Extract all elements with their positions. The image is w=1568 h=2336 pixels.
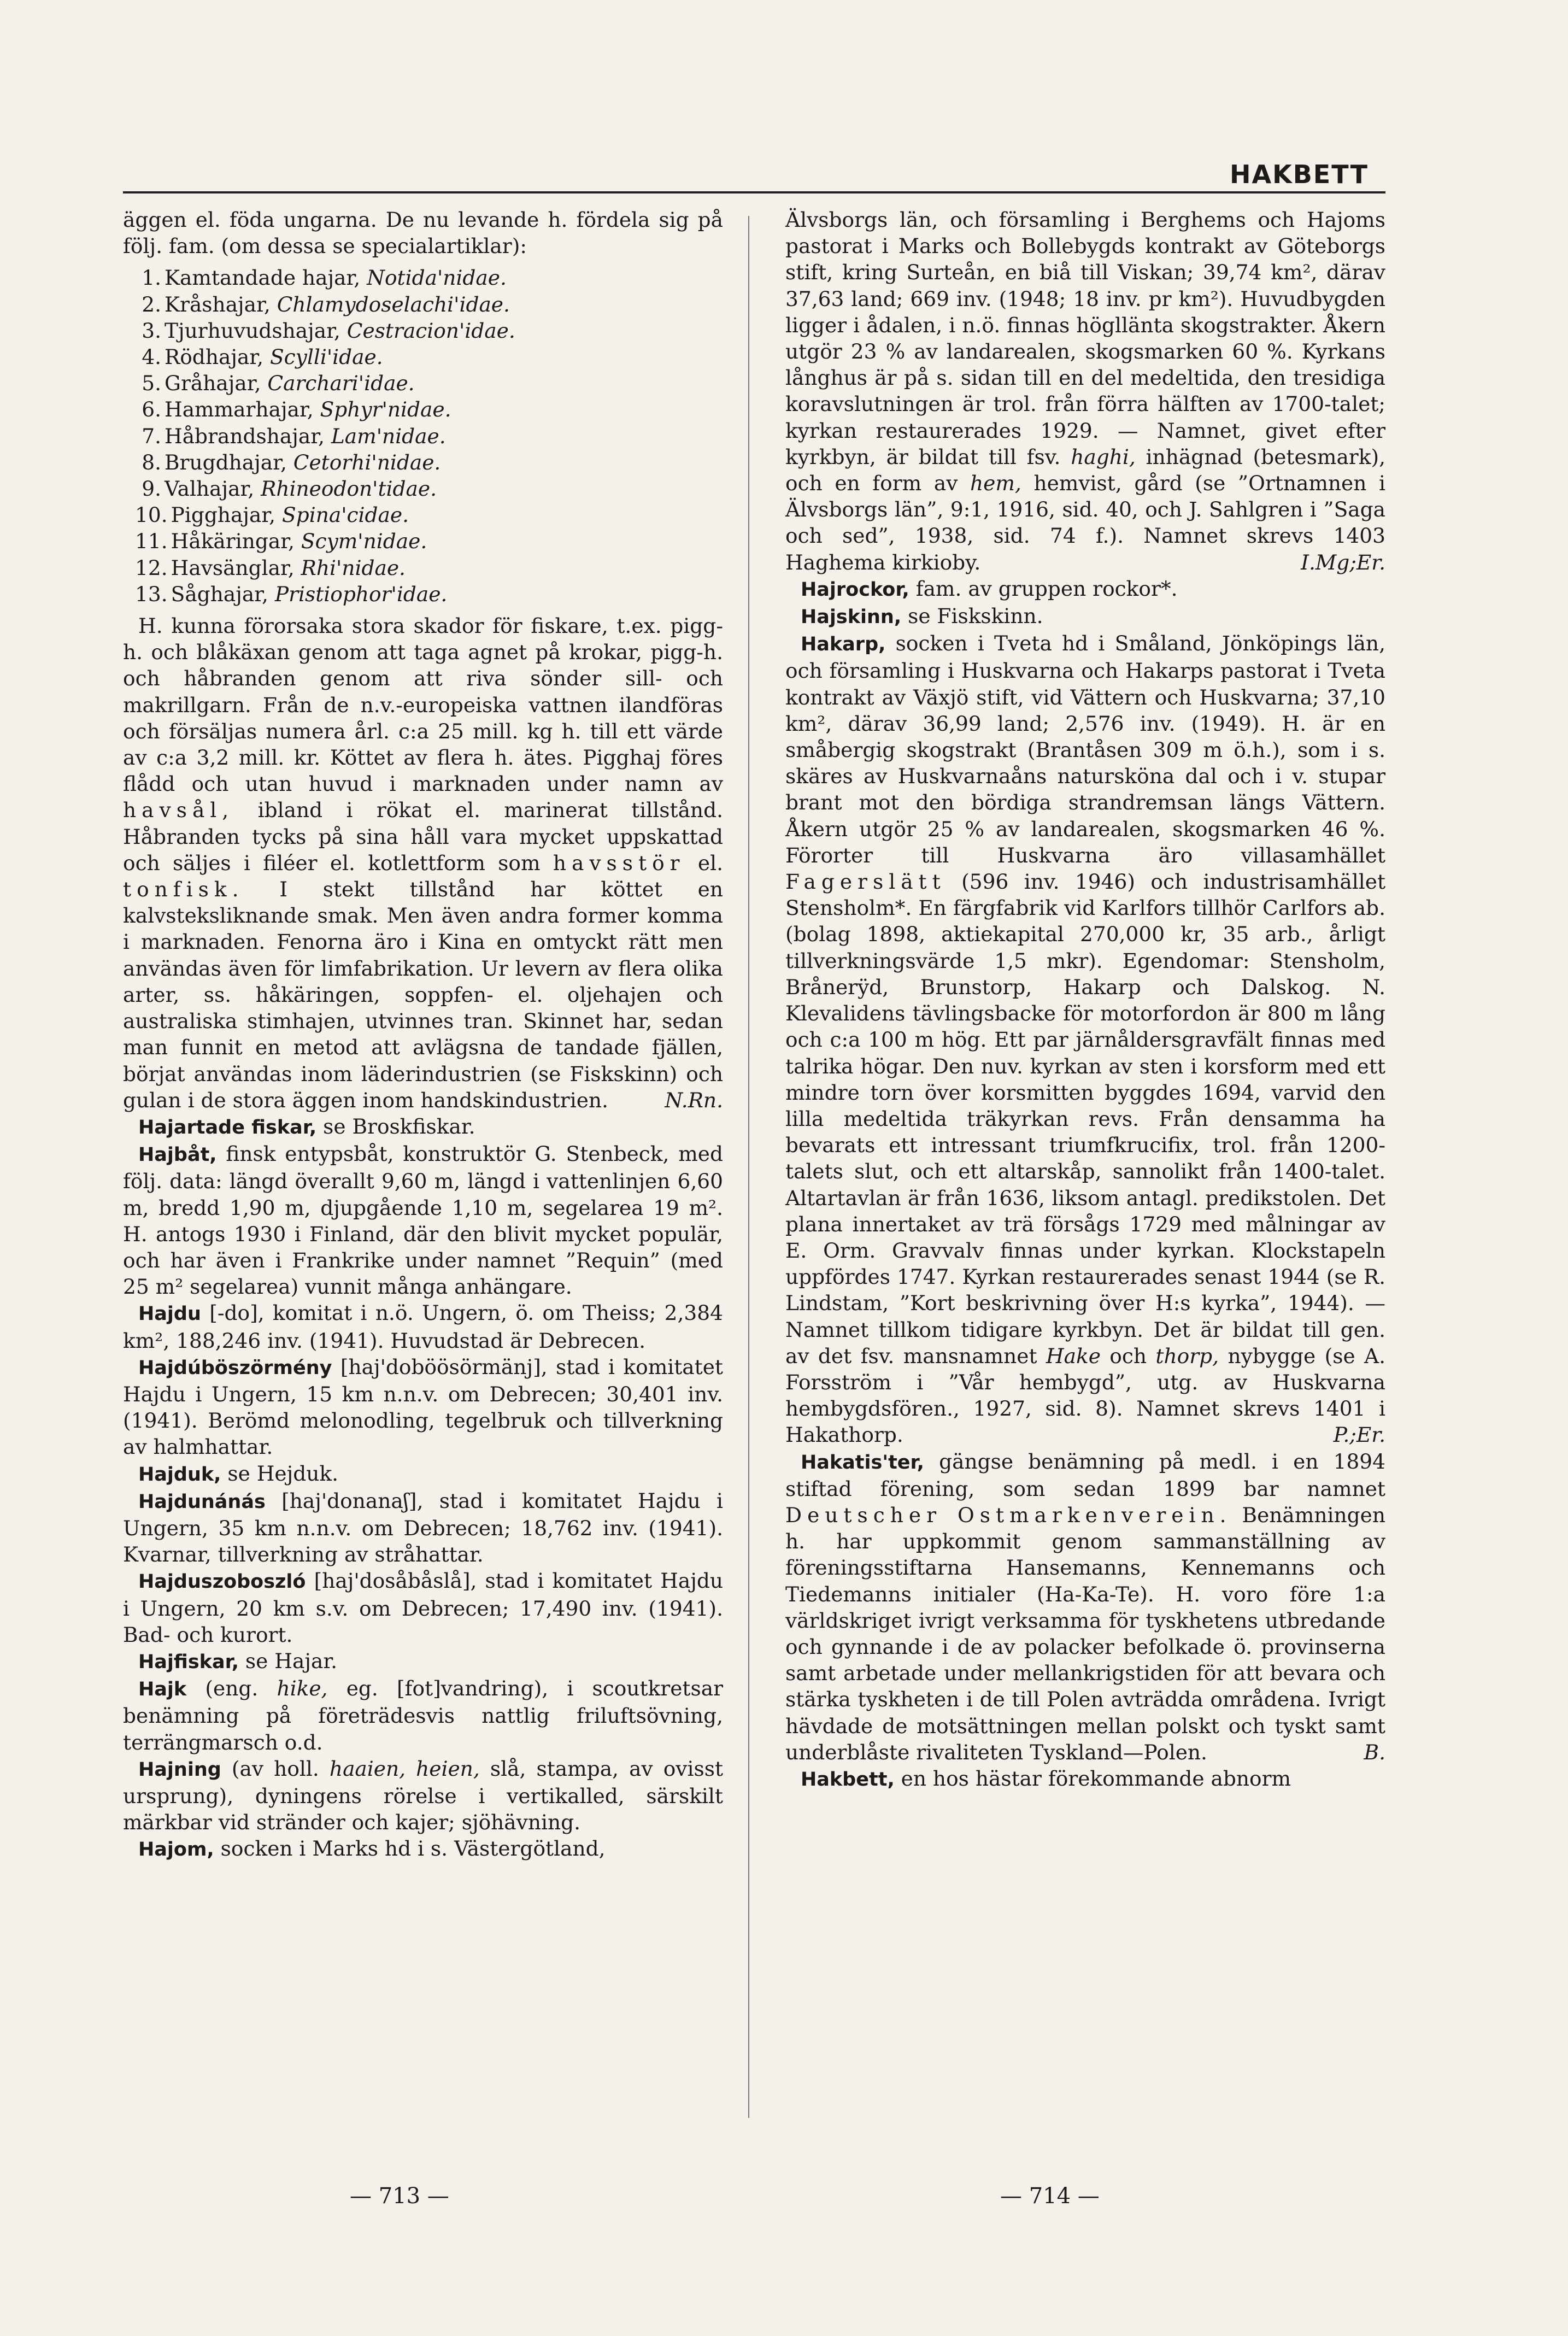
shark-family-item	[123, 581, 723, 607]
entry-text: och	[1109, 1343, 1147, 1368]
entry-hajduszoboszlo	[123, 1568, 723, 1648]
list-number: 3.	[142, 318, 161, 343]
spaced-term: Deutscher Ostmarkenverein.	[785, 1502, 1232, 1527]
spaced-term: havsstör	[553, 850, 685, 875]
entry-hakarp	[785, 630, 1385, 1448]
entry-hajskinn	[785, 603, 1385, 630]
headword: Hajrockor,	[801, 578, 909, 601]
family-latin-name: Spina'cidae.	[282, 503, 409, 527]
headword: Hajning	[138, 1758, 221, 1781]
entry-hajdu	[123, 1300, 723, 1353]
italic-term: haghi,	[1071, 444, 1136, 469]
author-signature: I.Mg;Er.	[1301, 550, 1385, 574]
headword: Hajk	[138, 1678, 187, 1701]
shark-family-item	[123, 423, 723, 449]
headword: Hajdu	[138, 1303, 201, 1325]
family-name: Kråshajar,	[165, 292, 271, 316]
shark-family-item	[123, 318, 723, 344]
entry-hajom	[123, 1835, 723, 1863]
list-number: 9.	[142, 477, 161, 501]
entry-text: (596 inv. 1946) och industrisamhället Stensholm*. En färgfabrik vid Karlfors tillhör Carlfors ab. (bolag 1898, aktiekapital 270,000 kr, 35 arb., årligt tillverkningsvärde 1,5 mkr). Egendomar: Stensholm, Brånerÿd, Brunstorp, Hakarp och Dalskog. N. Klevalidens tävlingsbacke för motorfordon är 800 m lång och c:a 100 m hög. Ett par järnåldersgravfält finnas med talrika högar. Den nuv. kyrkan av sten i korsform med ett mindre torn över korsmitten byggdes 1694, varvid den lilla medeltida träkyrkan revs. Från densamma ha bevarats ett intressant triumfkrucifix, trol. från 1200-talets slut, och ett altarskåp, sannolikt från 1400-talet. Altartavlan är från 1636, liksom antagl. predikstolen. Det plana innertaket av trä försågs 1729 med målningar av E. Orm. Gravvalv finnas under kyrkan. Klockstapeln uppfördes 1747. Kyrkan restaurerades senast 1944 (se R. Lindstam, ”Kort beskrivning över H:s kyrka”, 1944). — Namnet tillkom tidigare kyrkbyn. Det är bildat till gen. av det fsv. mansnamnet	[785, 870, 1386, 1368]
list-number: 10.	[135, 503, 168, 527]
entry-hajning	[123, 1756, 723, 1836]
family-latin-name: Cestracion'idae.	[347, 318, 515, 343]
headword: Hajduk,	[138, 1463, 221, 1486]
entry-text: se Hejduk.	[227, 1461, 339, 1486]
entry-text: inhägnad (betesmark), och en form av	[785, 444, 1386, 496]
entry-text: se Hajar.	[245, 1648, 338, 1673]
list-number: 1.	[142, 266, 161, 290]
entry-text: [-do], komitat i n.ö. Ungern, ö. om Theiss; 2,384 km², 188,246 inv. (1941). Huvudstad är Debrecen.	[123, 1301, 723, 1353]
italic-term: thorp,	[1155, 1343, 1219, 1368]
headword: Hajom,	[138, 1839, 214, 1861]
left-column	[123, 207, 723, 1863]
family-name: Havsänglar,	[171, 555, 295, 580]
list-number: 8.	[142, 450, 161, 474]
entry-text: eg. [fot]vandring), i scoutkretsar benämning på företrädesvis nattlig friluftsövning, terrängmarsch o.d.	[123, 1676, 723, 1754]
italic-term: hike,	[277, 1676, 328, 1701]
entry-hajrockor	[785, 576, 1385, 603]
italic-term: hem,	[970, 471, 1021, 496]
shark-family-item	[123, 528, 723, 554]
family-name: Valhajar,	[165, 477, 255, 501]
family-name: Kamtandade hajar,	[165, 266, 361, 290]
entry-text: nybygge (se A. Forsström i ”Vår hembygd”, utg. av Huskvarna hembygdsfören., 1927, sid. 8). Namnet skrevs 1401 i Hakathorp.	[785, 1343, 1386, 1447]
entry-text: Benämningen h. har uppkommit genom sammanställning av föreningsstiftarna Hansemanns, Kennemanns och Tiedemanns initialer (Ha-Ka-Te). H. voro före 1:a världskriget ivrigt verksamma för tyskhetens utbredande och gynnande i de av polacker befolkade ö. provinserna samt arbetade under mellankrigstiden för att bevara och stärka tyskheten i de till Polen avträdda områdena. Ivrigt hävdade de motsättningen mellan polskt och tyskt samt underblåste rivaliteten Tyskland—Polen.	[785, 1502, 1385, 1764]
list-number: 2.	[142, 292, 161, 316]
italic-term: Hake	[1046, 1343, 1101, 1368]
page-number-right: — 714 —	[1000, 2184, 1100, 2209]
text-run: I stekt tillstånd har köttet en kalvsteksliknande smak. Men även andra former komma i marknaden. Fenorna äro i Kina en omtyckt rätt men användas även för limfabrikation. Ur levern av flera olika arter, ss. håkäringen, soppfen- el. oljehajen och australiska stimhajen, utvinnes tran. Skinnet har, sedan man funnit en metod att avlägsna de tandade fjällen, börjat användas inom läderindustrien (se Fiskskinn) och gulan i de stora äggen inom handskindustrien.	[123, 877, 724, 1112]
entry-text: hemvist, gård (se ”Ortnamnen i Älvsborgs län”, 9:1, 1916, sid. 40, och J. Sahlgren i ”Saga och sed”, 1938, sid. 74 f.). Namnet skrevs 1403 Haghema kirkioby.	[785, 471, 1386, 574]
shark-family-item	[123, 370, 723, 396]
family-name: Brugdhajar,	[165, 450, 287, 474]
family-latin-name: Lam'nidae.	[331, 424, 446, 448]
family-name: Gråhajar,	[165, 371, 261, 396]
entry-text: [haj'doböösörmänj], stad i komitatet Hajdu i Ungern, 15 km n.n.v. om Debrecen; 30,401 inv. (1941). Berömd melonodling, tegelbruk och tillverkning av halmhattar.	[123, 1354, 723, 1459]
entry-hajdunanas	[123, 1488, 723, 1568]
entry-hajfiskar	[123, 1648, 723, 1675]
author-signature: B.	[1364, 1740, 1385, 1764]
column-divider	[748, 216, 749, 2118]
shark-family-item	[123, 291, 723, 318]
entry-text: se Broskfiskar.	[323, 1114, 475, 1138]
family-name: Rödhajar,	[165, 345, 264, 369]
entry-text: finsk entypsbåt, konstruktör G. Stenbeck, med följ. data: längd överallt 9,60 m, längd i vattenlinjen 6,60 m, bredd 1,90 m, djupgående 1,10 m, segelarea 19 m². H. antogs 1930 i Finland, där den blivit mycket populär, och har även i Frankrike under namnet ”Requin” (med 25 m² segelarea) vunnit många anhängare.	[123, 1142, 723, 1299]
spaced-term: havsål,	[123, 798, 234, 823]
entry-hajk	[123, 1675, 723, 1756]
family-latin-name: Notida'nidae.	[367, 266, 507, 290]
family-latin-name: Carchari'idae.	[267, 371, 415, 396]
entry-text: [haj'donanaʃ], stad i komitatet Hajdu i Ungern, 35 km n.n.v. om Debrecen; 18,762 inv. (1941). Kvarnar, tillverkning av stråhattar.	[123, 1488, 724, 1567]
spaced-term: tonfisk.	[123, 877, 244, 902]
list-number: 12.	[135, 555, 168, 580]
shark-family-item	[123, 449, 723, 476]
text-run: el.	[697, 850, 724, 875]
list-number: 5.	[142, 371, 161, 396]
entry-text: slå, stampa, av ovisst ursprung), dyningens rörelse i vertikalled, särskilt märkbar vid stränder och kajer; sjöhävning.	[123, 1756, 724, 1835]
entry-text: [haj'dosåbåslå], stad i komitatet Hajdu i Ungern, 20 km s.v. om Debrecen; 17,490 inv. (1941). Bad- och kurort.	[123, 1569, 723, 1647]
hajar-damage-paragraph	[123, 613, 723, 1113]
family-latin-name: Pristiophor'idae.	[274, 582, 448, 606]
headword: Hajfiskar,	[138, 1651, 239, 1673]
entry-text: gängse benämning på medl. i en 1894 stiftad förening, som sedan 1899 bar namnet	[785, 1449, 1385, 1501]
headword: Hakarp,	[801, 633, 886, 656]
headword: Hakbett,	[801, 1768, 895, 1791]
headword: Hajskinn,	[801, 606, 902, 629]
spaced-term: Fagerslätt	[785, 870, 946, 894]
running-head: HAKBETT	[1230, 160, 1369, 189]
headword: Hajdúböszörmény	[138, 1357, 332, 1379]
entry-text: Älvsborgs län, och församling i Berghems och Hajoms pastorat i Marks och Bollebygds kontrakt av Göteborgs stift, kring Surteån, en biå till Viskan; 39,74 km², därav 37,63 land; 669 inv. (1948; 18 inv. pr km²). Huvudbygden ligger i ådalen, i n.ö. finnas högllänta skogstrakter. Åkern utgör 23 % av landarealen, skogsmarken 60 %. Kyrkans långhus är på s. sidan till en del medeltida, den tresidiga koravslutningen är trol. från förra hälften av 1700-talet; kyrkan restaurerades 1929. — Namnet, givet efter kyrkbyn, är bildat till fsv.	[785, 208, 1385, 469]
header-rule	[123, 191, 1385, 193]
shark-family-item	[123, 476, 723, 502]
shark-family-item	[123, 502, 723, 528]
entry-text: fam. av gruppen rockor*.	[915, 576, 1178, 601]
entry-text: en hos hästar förekommande abnorm	[901, 1766, 1291, 1791]
headword: Hajduszoboszló	[138, 1571, 306, 1593]
entry-hakbett	[785, 1765, 1385, 1793]
list-number: 6.	[142, 397, 161, 422]
entry-hajduk	[123, 1460, 723, 1488]
family-name: Tjurhuvudshajar,	[165, 318, 340, 343]
headword: Hajartade fiskar,	[138, 1116, 317, 1138]
author-signature: P.;Er.	[1333, 1423, 1385, 1447]
headword: Hakatis'ter,	[801, 1451, 924, 1474]
headword: Hajdunánás	[138, 1490, 266, 1513]
list-number: 4.	[142, 345, 161, 369]
entry-text: socken i Marks hd i s. Västergötland,	[220, 1836, 606, 1861]
entry-text: (eng.	[205, 1676, 259, 1701]
list-number: 13.	[135, 582, 168, 606]
family-name: Håkäringar,	[171, 529, 295, 554]
family-latin-name: Sphyr'nidae.	[320, 397, 451, 422]
page-number-left: — 713 —	[350, 2184, 449, 2209]
family-name: Hammarhajar,	[165, 397, 314, 422]
family-latin-name: Scym'nidae.	[301, 529, 427, 554]
list-number: 11.	[135, 529, 168, 554]
entry-text: socken i Tveta hd i Småland, Jönköpings län, och församling i Huskvarna och Hakarps pastorat i Tveta kontrakt av Växjö stift, vid Vättern och Huskvarna; 37,10 km², därav 36,99 land; 2,576 inv. (1949). H. är en småbergig skogstrakt (Brantåsen 309 m ö.h.), som i s. skäres av Huskvarnaåns natursköna dal och i v. stupar brant mot den bördiga strandremsan längs Vättern. Åkern utgör 25 % av landarealen, skogsmarken 46 %. Förorter till Huskvarna äro villasamhället	[785, 631, 1385, 867]
text-run: ibland i rökat el. marinerat tillstånd. Håbranden tycks på sina håll vara mycket uppskattad och säljes i filéer el. kotlettform som	[123, 798, 723, 875]
entry-hajduboszormeny	[123, 1354, 723, 1460]
family-latin-name: Rhineodon'tidae.	[261, 477, 437, 501]
text-run: H. kunna förorsaka stora skador för fiskare, t.ex. pigg-h. och blåkäxan genom att taga agnet på krokar, pigg-h. och håbranden genom att riva sönder sill- och makrillgarn. Från de n.v.-europeiska vattnen ilandföras och försäljas numera årl. c:a 25 mill. kg h. till ett värde av c:a 3,2 mill. kr. Köttet av flera h. ätes. Pigghaj föres flådd och utan huvud i marknaden under namn av	[123, 614, 723, 796]
family-name: Såghajar,	[171, 582, 268, 606]
author-signature: N.Rn.	[665, 1088, 723, 1112]
family-latin-name: Cetorhi'nidae.	[293, 450, 441, 474]
entry-hajbat	[123, 1141, 723, 1300]
hajar-intro: äggen el. föda ungarna. De nu levande h. fördela sig på följ. fam. (om dessa se specialartiklar):	[123, 208, 723, 259]
entry-hajartade-fiskar	[123, 1113, 723, 1141]
family-latin-name: Chlamydoselachi'idae.	[277, 292, 510, 316]
family-latin-name: Rhi'nidae.	[301, 555, 406, 580]
entry-text: se Fiskskinn.	[908, 604, 1043, 629]
family-name: Håbrandshajar,	[165, 424, 325, 448]
shark-family-item	[123, 555, 723, 581]
family-latin-name: Scylli'idae.	[269, 345, 383, 369]
italic-term: haaien, heien,	[329, 1756, 480, 1781]
entry-hajom-continued	[785, 207, 1385, 576]
headword: Hajbåt,	[138, 1144, 217, 1166]
list-number: 7.	[142, 424, 161, 448]
entry-hakatister	[785, 1448, 1385, 1765]
shark-family-item	[123, 396, 723, 422]
shark-family-list	[123, 265, 723, 607]
family-name: Pigghajar,	[171, 503, 276, 527]
right-column	[785, 207, 1385, 1793]
shark-family-item	[123, 344, 723, 370]
entry-text: (av holl.	[231, 1756, 319, 1781]
shark-family-item	[123, 265, 723, 291]
